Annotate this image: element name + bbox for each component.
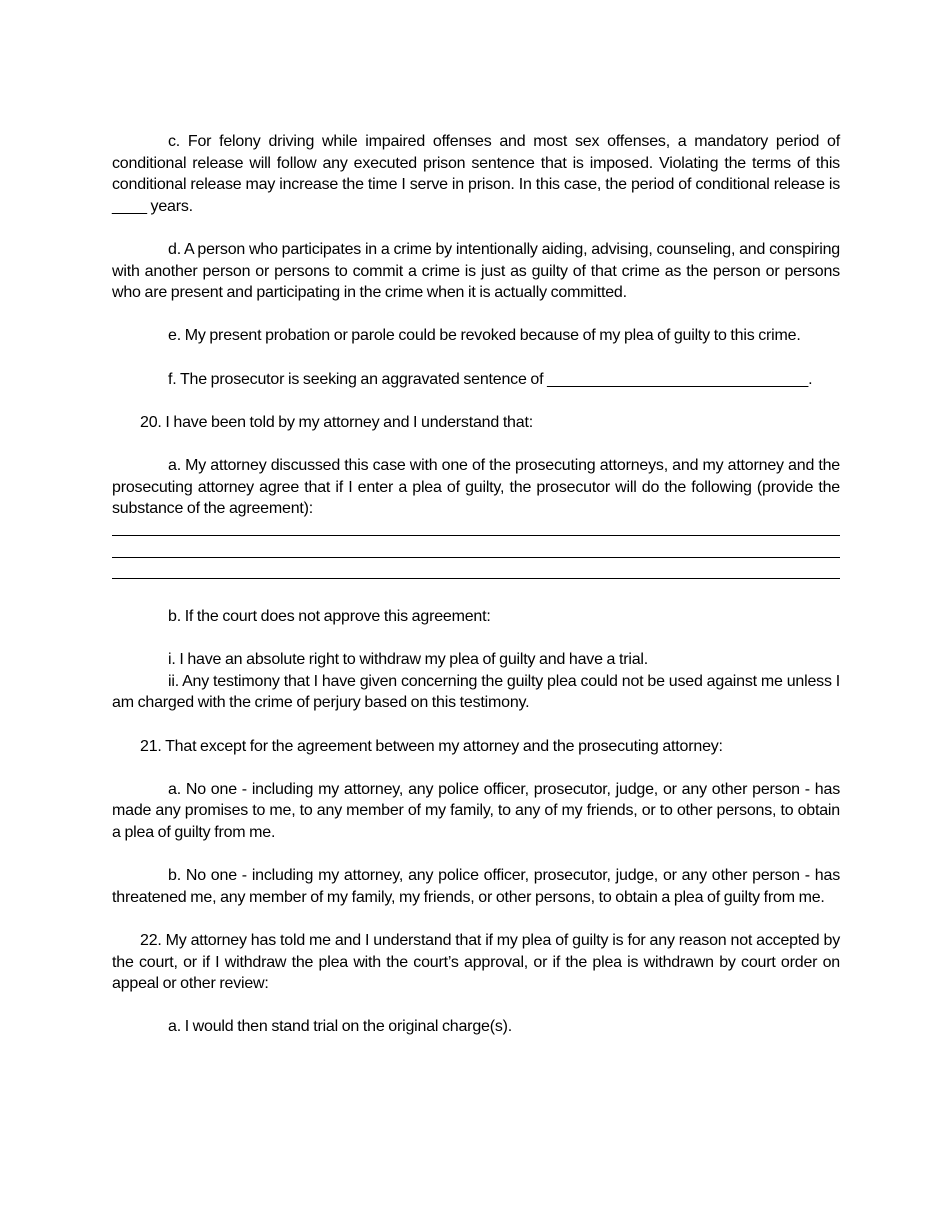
agreement-blank-line[interactable] xyxy=(112,520,840,542)
paragraph-21: 21. That except for the agreement between my attorney and the prosecuting attorney: xyxy=(140,737,723,755)
paragraph-19f: f. The prosecutor is seeking an aggravated sentence of ______________________________. xyxy=(168,370,813,388)
paragraph-19d: d. A person who participates in a crime by intentionally aiding, advising, counseling, and conspiring with another person or persons to commit a crime is just as guilty of that crime as the person or persons who are present and participating in the crime when it is actually committed. xyxy=(112,240,840,302)
paragraph-19c: c. For felony driving while impaired offenses and most sex offenses, a mandatory period of conditional release will follow any executed prison sentence that is imposed. Violating the terms of this conditional release may increase the time I serve in prison. In this case, the period of conditional release is ____ years. xyxy=(112,133,840,215)
agreement-blank-line[interactable] xyxy=(112,563,840,585)
agreement-blank-line[interactable] xyxy=(112,541,840,563)
paragraph-20b: b. If the court does not approve this agreement: xyxy=(168,608,491,626)
document-body xyxy=(112,131,840,1038)
paragraph-21a: a. No one - including my attorney, any police officer, prosecutor, judge, or any other person - has made any promises to me, to any member of my family, to any of my friends, or to other persons, to obtain a plea of guilty from me. xyxy=(112,780,840,841)
paragraph-20: 20. I have been told by my attorney and I understand that: xyxy=(140,413,533,431)
paragraph-19e: e. My present probation or parole could be revoked because of my plea of guilty to this crime. xyxy=(168,327,801,345)
paragraph-20b-ii: ii. Any testimony that I have given concerning the guilty plea could not be used against me unless I am charged with the crime of perjury based on this testimony. xyxy=(112,672,840,712)
paragraph-22: 22. My attorney has told me and I understand that if my plea of guilty is for any reason not accepted by the court, or if I withdraw the plea with the court’s approval, or if the plea is withdrawn by court order on appeal or other review: xyxy=(112,931,840,993)
paragraph-20a: a. My attorney discussed this case with one of the prosecuting attorneys, and my attorney and the prosecuting attorney agree that if I enter a plea of guilty, the prosecutor will do the following (provide the substance of the agreement): xyxy=(112,456,840,518)
paragraph-22a: a. I would then stand trial on the original charge(s). xyxy=(168,1018,513,1036)
paragraph-21b: b. No one - including my attorney, any police officer, prosecutor, judge, or any other person - has threatened me, any member of my family, my friends, or other persons, to obtain a plea of guilty from me. xyxy=(112,867,840,906)
paragraph-20b-i: i. I have an absolute right to withdraw my plea of guilty and have a trial. xyxy=(168,651,649,669)
agreement-blank-lines xyxy=(112,520,840,585)
